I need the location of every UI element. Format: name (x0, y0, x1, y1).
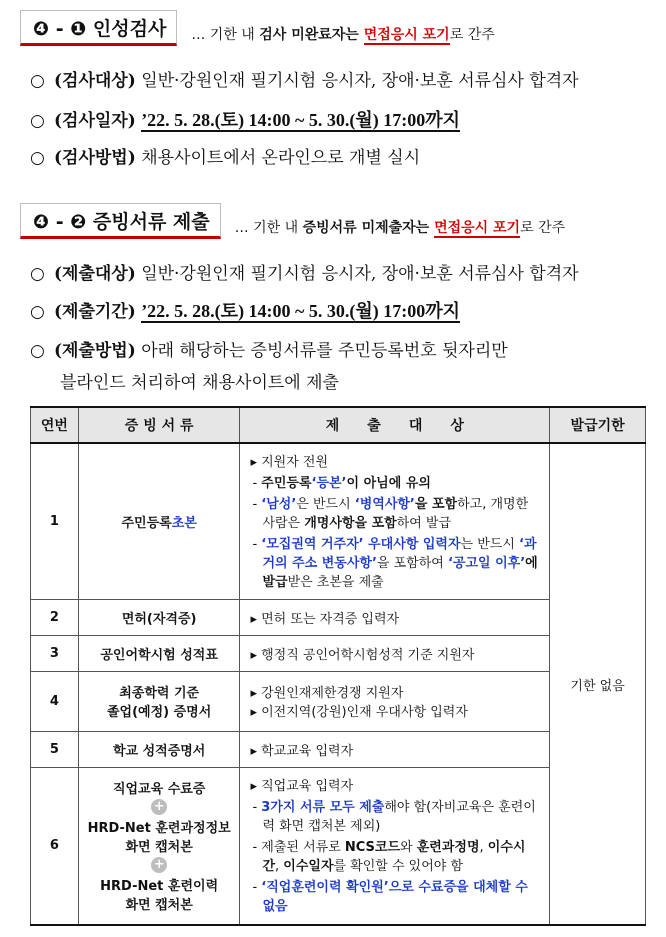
row-no: 5 (31, 731, 79, 767)
row-target: ▸ 면허 또는 자격증 입력자 (240, 599, 550, 635)
row-target: ▸ 지원자 전원 - 주민등록‘등본’이 아님에 유의 - ‘남성’은 반드시 ‘병역사항’을 포함하고, 개명한 사람은 개명사항을 포함하여 발급 - ‘모집권역 거주자’ 우대사항 입력자는 반드시 ‘과거의 주소 변동사항’을 포함하여 ‘공고일 이후’에 발급받은 초본을 제출 (240, 443, 550, 599)
header-target: 제 출 대 상 (240, 407, 550, 443)
table-row (31, 443, 646, 599)
section2-note: … 기한 내 증빙서류 미제출자는 면접응시 포기로 간주 (234, 220, 566, 236)
row-target: ▸ 강원인재제한경쟁 지원자 ▸ 이전지역(강원)인재 우대사항 입력자 (240, 671, 550, 731)
row-no: 6 (31, 767, 79, 925)
row-document: 면허(자격증) (78, 599, 240, 635)
section2-item-method-cont: 블라인드 처리하여 채용사이트에 제출 (60, 373, 339, 393)
row-document: 주민등록초본 (78, 443, 240, 599)
section1-item-target: ○ (검사대상) 일반·강원인재 필기시험 응시자, 장애·보훈 서류심사 합격자 (30, 71, 579, 91)
section1-header (20, 10, 495, 46)
row-document: 최종학력 기준 졸업(예정) 증명서 (78, 671, 240, 731)
deadline-cell: 기한 없음 (550, 443, 646, 925)
plus-icon: + (151, 799, 167, 815)
header-deadline: 발급기한 (550, 407, 646, 443)
row-target: ▸ 행정직 공인어학시험성적 기준 지원자 (240, 635, 550, 671)
row-document: 학교 성적증명서 (78, 731, 240, 767)
documents-table (30, 406, 646, 926)
row-no: 2 (31, 599, 79, 635)
header-no: 연번 (31, 407, 79, 443)
section2-item-method: ○ (제출방법) 아래 해당하는 증빙서류를 주민등록번호 뒷자리만 (30, 341, 508, 361)
section1-item-date: ○ (검사일자) ’22. 5. 28.(토) 14:00 ~ 5. 30.(월) 17:00까지 (30, 110, 461, 131)
header-document: 증 빙 서 류 (78, 407, 240, 443)
section1-title: ❹ - ❶ 인성검사 (20, 10, 177, 46)
section2-item-period: ○ (제출기간) ’22. 5. 28.(토) 14:00 ~ 5. 30.(월) 17:00까지 (30, 301, 461, 322)
section1-note: … 기한 내 검사 미완료자는 면접응시 포기로 간주 (191, 27, 495, 43)
table-header-row (31, 407, 646, 443)
row-target: ▸ 학교교육 입력자 (240, 731, 550, 767)
row-no: 3 (31, 635, 79, 671)
section2-header (20, 203, 565, 239)
row-no: 4 (31, 671, 79, 731)
plus-icon: + (151, 857, 167, 873)
row-document: 직업교육 수료증 + HRD-Net 훈련과정정보 화면 캡처본 + HRD-Net 훈련이력 화면 캡처본 (78, 767, 240, 925)
row-no: 1 (31, 443, 79, 599)
section2-title: ❹ - ❷ 증빙서류 제출 (20, 203, 221, 239)
row-document: 공인어학시험 성적표 (78, 635, 240, 671)
section2-item-target: ○ (제출대상) 일반·강원인재 필기시험 응시자, 장애·보훈 서류심사 합격자 (30, 264, 579, 284)
section1-item-method: ○ (검사방법) 채용사이트에서 온라인으로 개별 실시 (30, 148, 421, 168)
row-target: ▸ 직업교육 입력자 - 3가지 서류 모두 제출해야 함(자비교육은 훈련이력 화면 캡처본 제외) - 제출된 서류로 NCS코드와 훈련과정명, 이수시간, 이수일자를 확인할 수 있어야 함 - ‘직업훈련이력 확인원’으로 수료증을 대체할 수 없음 (240, 767, 550, 925)
